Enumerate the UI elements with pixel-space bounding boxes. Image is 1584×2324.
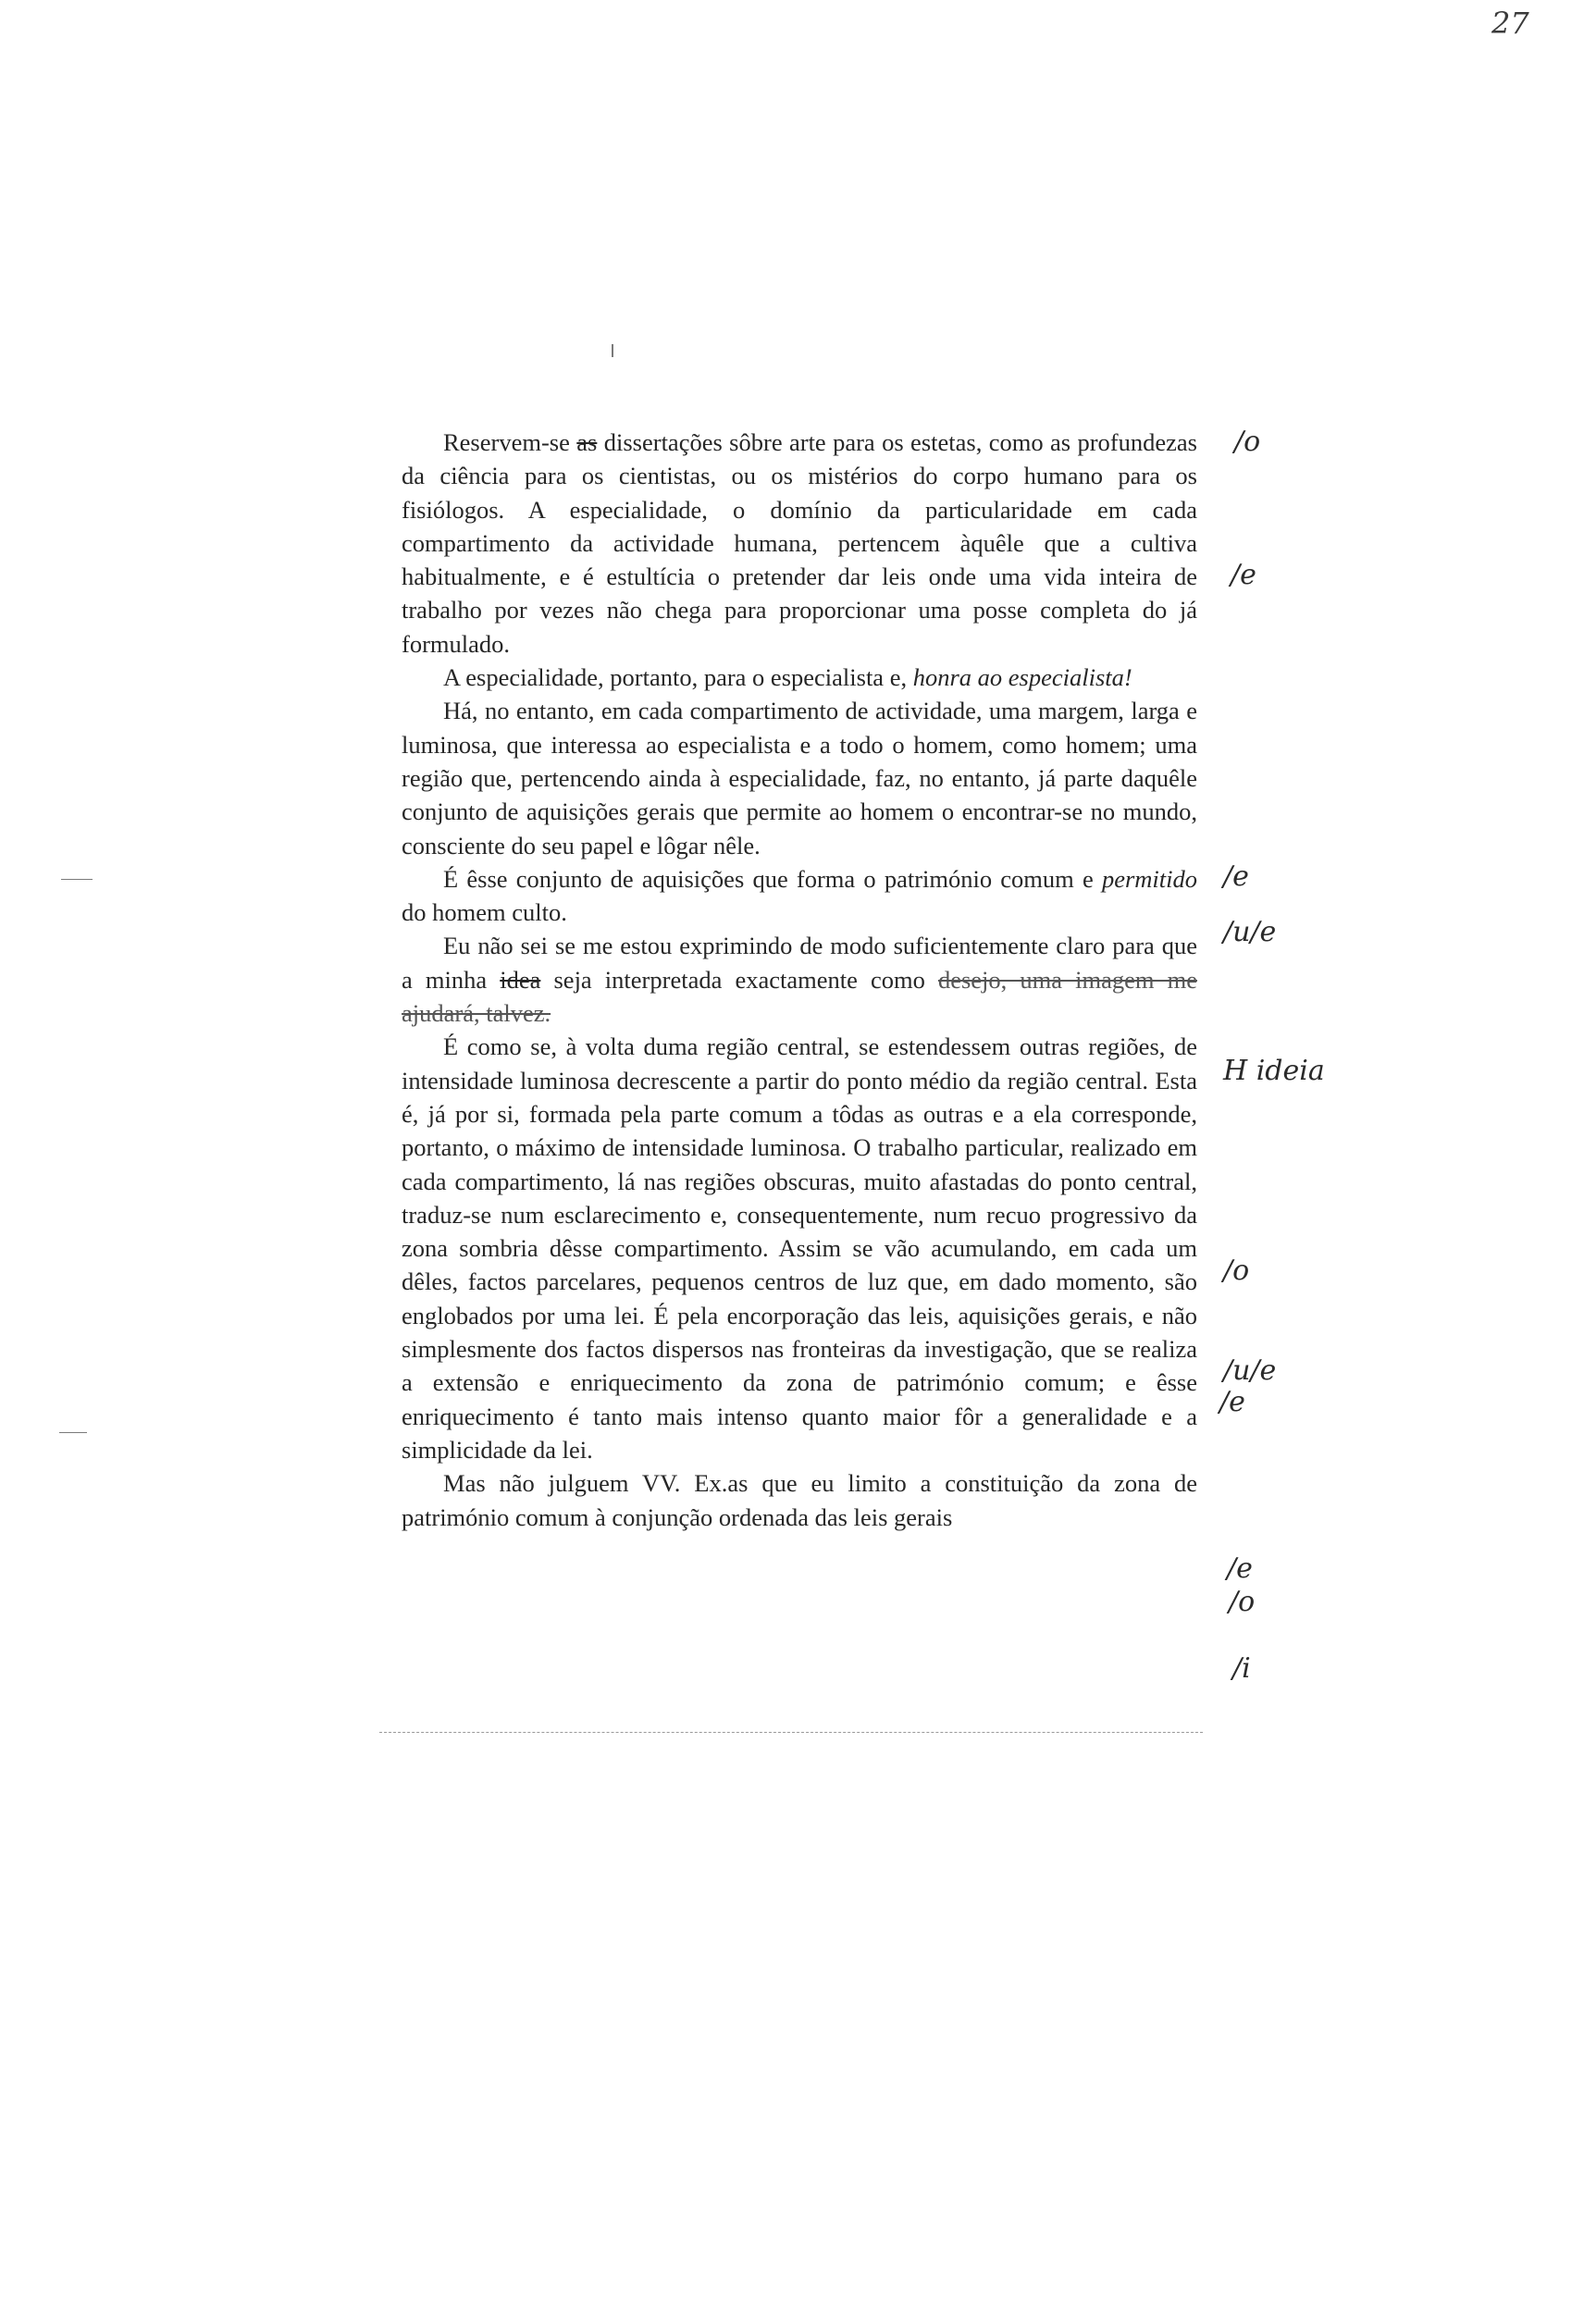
margin-note: /o (1223, 1255, 1250, 1287)
margin-note: H ideia (1223, 1055, 1325, 1087)
margin-note: /e (1231, 559, 1256, 591)
margin-note: /e (1219, 1386, 1245, 1418)
margin-note: /e (1227, 1552, 1253, 1585)
paragraph (402, 862, 1197, 930)
text-smudge: desejo, uma imagem me ajudará, talvez. (402, 965, 1197, 1028)
text-run: Há, no entanto, em cada compartimento de actividade, uma margem, larga e luminosa, que interessa ao especialista e a todo o homem, como homem; uma região que, pertencendo ainda à especialidade, faz, no entanto, já parte daquêle conjunto de aquisições gerais que permite ao homem o encontrar-se no mundo, consciente do seu papel e lôgar nêle. (402, 697, 1197, 859)
text-run: É como se, à volta duma região central, se estendessem outras regiões, de intensidade luminosa decrescente a partir do ponto médio da região central. Esta é, já por si, formada pela parte comum a tôdas as outras e a ela corresponde, portanto, o máximo de intensidade luminosa. O trabalho particular, realizado em cada compartimento, lá nas regiões obscuras, muito afastadas do ponto central, traduz-se num esclarecimento e, consequentemente, num recuo progressivo da zona sombria dêsse compartimento. Assim se vão acumulando, em cada um dêles, factos parcelares, pequenos centros de luz que, em dado momento, são englobados por uma lei. É pela encorporação das leis, aquisições gerais, e não simplesmente dos factos dispersos nas fronteiras da investigação, que se realiza a extensão e enriquecimento da zona de património comum; e êsse enriquecimento é tanto mais intenso quanto maior fôr a generalidade e a simplicidade da lei. (402, 1032, 1197, 1464)
stray-mark-left (61, 879, 93, 880)
paragraph (402, 694, 1197, 861)
text-run: seja interpretada exactamente como (540, 965, 938, 994)
paragraph (402, 929, 1197, 1030)
text-em: honra ao especialista! (912, 663, 1132, 692)
margin-note: /o (1234, 426, 1261, 458)
text-run: A especialidade, portanto, para o especialista e, (443, 663, 913, 692)
text-em: permitido (1101, 864, 1197, 893)
text-run: dissertações sôbre arte para os estetas, como as profundezas da ciência para os cientistas, ou os mistérios do corpo humano para os fisiólogos. A especialidade, o domínio da particularidade em cada compartimento da actividade humana, pertencem àquêle que a cultiva habitualmente, e é estultícia o pretender dar leis onde uma vida inteira de trabalho por vezes não chega para proporcionar uma posse completa do já formulado. (402, 428, 1197, 658)
corner-page-mark: 27 (1491, 6, 1529, 41)
paragraph (402, 426, 1197, 661)
margin-note: /u/e (1223, 1354, 1277, 1387)
margin-note: /o (1229, 1586, 1256, 1618)
margin-note: /u/e (1223, 916, 1277, 948)
text-run: Mas não julguem VV. Ex.as que eu limito a constituição da zona de património comum à conjunção ordenada das leis gerais (402, 1469, 1197, 1531)
text-strike: idea (500, 965, 541, 994)
margin-note: /e (1223, 860, 1249, 893)
stray-mark-top (612, 344, 613, 357)
paragraph (402, 1030, 1197, 1466)
text-run: Reservem-se (443, 428, 577, 456)
text-run: É êsse conjunto de aquisições que forma o património comum e (443, 864, 1102, 893)
paragraph (402, 661, 1197, 694)
paragraph (402, 1466, 1197, 1534)
text-run: do homem culto. (402, 898, 567, 927)
bottom-rule (379, 1732, 1203, 1733)
body-text (402, 426, 1197, 1534)
stray-mark-left-2 (59, 1432, 87, 1433)
margin-note: /i (1232, 1652, 1251, 1685)
text-run: Eu não sei se me estou exprimindo de modo suficientemente claro para que a minha (402, 932, 1197, 994)
text-strike: as (576, 428, 598, 456)
